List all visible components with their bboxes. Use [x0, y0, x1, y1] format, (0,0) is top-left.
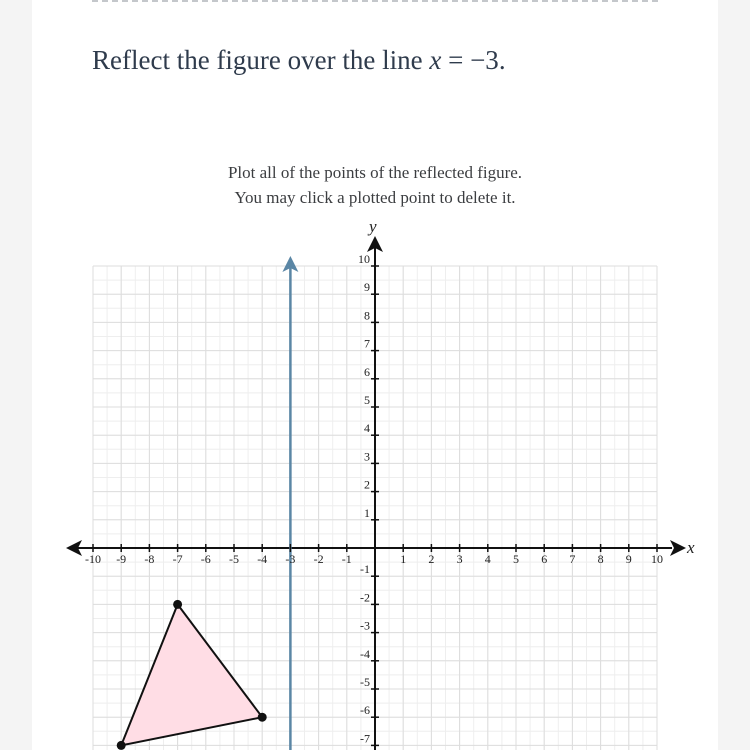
y-tick-label: 2 [364, 477, 370, 492]
y-tick-label: 9 [364, 280, 370, 295]
y-tick-label: -4 [360, 646, 370, 661]
figure-vertex-point[interactable] [117, 741, 126, 750]
x-tick-label: -4 [257, 552, 268, 566]
y-tick-label: 8 [364, 308, 370, 323]
x-tick-label: 7 [569, 552, 576, 566]
y-tick-label: 6 [364, 364, 370, 379]
y-tick-label: 1 [364, 505, 370, 520]
question-suffix: . [498, 45, 506, 75]
y-axis-label: y [369, 217, 377, 236]
y-tick-label: -5 [360, 675, 370, 689]
x-tick-label: -1 [341, 552, 352, 566]
instruction-line-1: Plot all of the points of the reflected figure. [227, 163, 523, 182]
y-tick-label: 5 [364, 393, 370, 407]
y-tick-label: 10 [358, 252, 370, 266]
y-tick-label: 4 [364, 421, 370, 436]
instruction-line-2: You may click a plotted point to delete it. [234, 188, 516, 207]
x-tick-label: -7 [172, 552, 183, 566]
x-tick-label: -3 [285, 552, 296, 566]
y-tick-label: -7 [360, 731, 370, 746]
figure-vertex-point[interactable] [173, 600, 182, 609]
x-tick-label: 2 [428, 552, 435, 566]
x-tick-label: 3 [456, 552, 463, 566]
y-tick-label: 3 [364, 449, 370, 464]
x-tick-label: -10 [85, 552, 101, 566]
x-tick-label: 9 [625, 552, 632, 566]
x-tick-label: -9 [116, 552, 127, 566]
x-tick-label: 5 [513, 552, 519, 566]
x-tick-label: 4 [484, 552, 491, 566]
question-prefix: Reflect the figure over the line [92, 45, 430, 75]
question-value: −3 [470, 45, 499, 75]
x-tick-label: 1 [400, 552, 407, 566]
x-tick-label: -2 [313, 552, 324, 566]
x-tick-label: 8 [597, 552, 604, 566]
y-tick-label: -2 [360, 590, 370, 605]
x-tick-label: 10 [651, 552, 663, 566]
x-tick-label: 6 [541, 552, 548, 566]
y-tick-label: -6 [360, 703, 370, 718]
question-variable: x [429, 45, 442, 75]
x-tick-label: -6 [200, 552, 211, 566]
y-tick-label: -1 [360, 562, 370, 577]
figure-vertex-point[interactable] [258, 713, 267, 722]
x-tick-label: -5 [229, 552, 239, 566]
x-tick-label: -8 [144, 552, 155, 566]
y-tick-label: -3 [360, 618, 370, 633]
y-tick-label: 7 [364, 336, 370, 351]
x-axis-label: x [687, 538, 695, 557]
question-equals: = [441, 45, 471, 75]
